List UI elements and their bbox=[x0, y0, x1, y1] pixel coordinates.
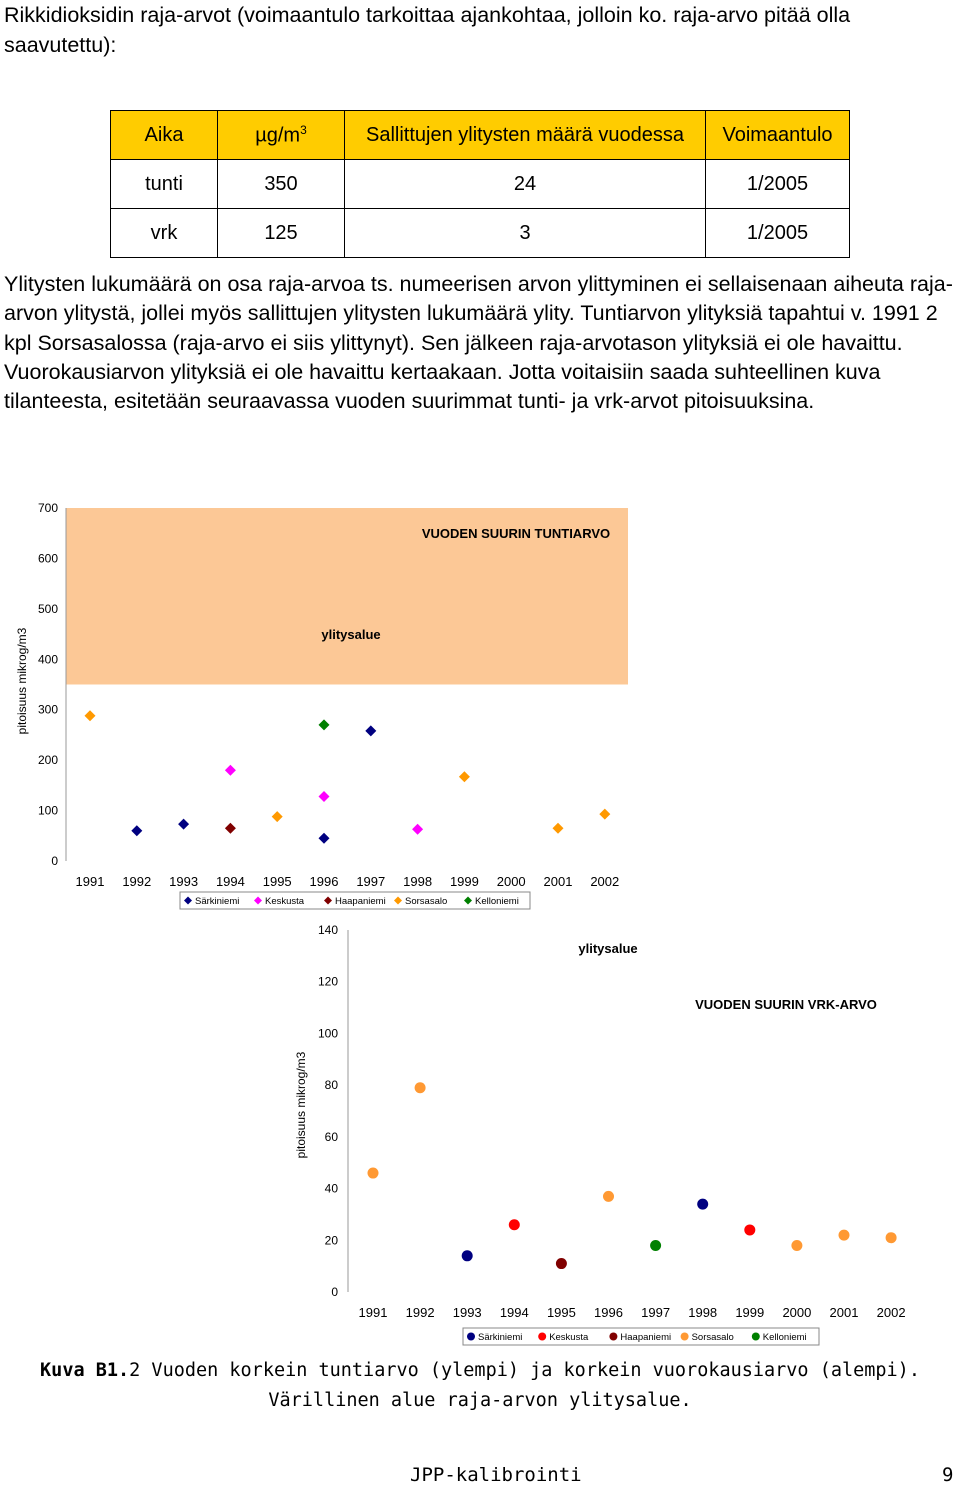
y-tick-label: 140 bbox=[317, 923, 338, 937]
x-tick-label: 2000 bbox=[496, 874, 526, 889]
data-point bbox=[839, 1230, 850, 1241]
footer-title: JPP-kalibrointi bbox=[410, 1464, 582, 1486]
x-tick-label: 1998 bbox=[403, 874, 433, 889]
caption-label-number: 2 bbox=[129, 1360, 141, 1381]
y-tick-label: 400 bbox=[37, 652, 58, 667]
legend-label: Särkiniemi bbox=[195, 896, 240, 907]
legend-marker bbox=[467, 1333, 475, 1341]
x-tick-label: 1996 bbox=[594, 1305, 623, 1320]
daily-max-chart bbox=[0, 915, 960, 1355]
data-point bbox=[319, 833, 330, 844]
y-tick-label: 60 bbox=[324, 1129, 338, 1144]
x-tick-label: 1994 bbox=[499, 1305, 529, 1320]
data-point bbox=[553, 823, 564, 834]
y-tick-label: 200 bbox=[37, 753, 58, 768]
x-tick-label: 2000 bbox=[782, 1305, 812, 1320]
legend-label: Haapaniemi bbox=[620, 1332, 672, 1343]
table-cell: 3 bbox=[345, 209, 706, 258]
x-tick-label: 1999 bbox=[735, 1305, 765, 1320]
x-tick-label: 1996 bbox=[309, 874, 339, 889]
y-tick-label: 500 bbox=[37, 601, 58, 616]
data-point bbox=[791, 1240, 802, 1251]
data-point bbox=[319, 791, 330, 802]
x-tick-label: 1995 bbox=[546, 1305, 576, 1320]
x-tick-label: 1991 bbox=[75, 874, 105, 889]
x-tick-label: 2001 bbox=[543, 874, 573, 889]
legend-label: Särkiniemi bbox=[478, 1332, 523, 1343]
legend-label: Keskusta bbox=[549, 1332, 589, 1343]
data-point bbox=[225, 765, 236, 776]
figure-caption bbox=[0, 1356, 960, 1416]
data-point bbox=[415, 1082, 426, 1093]
x-tick-label: 1997 bbox=[356, 874, 386, 889]
x-tick-label: 2001 bbox=[829, 1305, 859, 1320]
data-point bbox=[225, 823, 236, 834]
data-point bbox=[365, 725, 376, 736]
table-row bbox=[111, 160, 850, 209]
x-tick-label: 1998 bbox=[688, 1305, 718, 1320]
data-point bbox=[272, 811, 283, 822]
header-cell bbox=[218, 111, 345, 160]
x-tick-label: 1992 bbox=[122, 874, 152, 889]
data-point bbox=[131, 825, 142, 836]
data-point bbox=[650, 1240, 661, 1251]
table-cell: 125 bbox=[218, 209, 345, 258]
table-cell: 24 bbox=[345, 160, 706, 209]
x-tick-label: 1994 bbox=[215, 874, 245, 889]
page-number: 9 bbox=[942, 1464, 954, 1486]
data-point bbox=[319, 719, 330, 730]
data-point bbox=[412, 824, 423, 835]
y-tick-label: 100 bbox=[37, 803, 58, 818]
y-tick-label: 0 bbox=[331, 1285, 338, 1299]
table-cell: 350 bbox=[218, 160, 345, 209]
y-tick-label: 120 bbox=[317, 974, 338, 989]
data-point bbox=[85, 710, 96, 721]
unit-text: µg/m bbox=[255, 124, 301, 147]
caption-label: Kuva B1. bbox=[40, 1360, 130, 1381]
exceedance-label: ylitysalue bbox=[578, 941, 638, 956]
table-row bbox=[111, 209, 850, 258]
limits-table bbox=[110, 110, 850, 258]
x-tick-label: 1992 bbox=[405, 1305, 435, 1320]
table-cell: vrk bbox=[111, 209, 218, 258]
legend-label: Sorsasalo bbox=[405, 896, 448, 907]
y-tick-label: 40 bbox=[324, 1181, 338, 1196]
legend-label: Kelloniemi bbox=[762, 1332, 807, 1343]
data-point bbox=[509, 1219, 520, 1230]
y-tick-label: 20 bbox=[324, 1233, 338, 1248]
table-cell: 1/2005 bbox=[706, 160, 850, 209]
data-point bbox=[459, 771, 470, 782]
chart-title: VUODEN SUURIN TUNTIARVO bbox=[421, 526, 611, 541]
body-paragraph: Ylitysten lukumäärä on osa raja-arvoa ts. numeerisen arvon ylittyminen ei sellaisenaan aiheuta raja-arvon ylitystä, jollei myös sallittujen ylitysten lukumäärä ylity. Tuntiarvon ylityksiä tapahtui v. 1991 2 kpl Sorsasalossa (raja-arvo ei siis ylittynyt). Sen jälkeen raja-arvotason ylityksiä ei ole havaittu. Vuorokausiarvon ylityksiä ei ole havaittu kertaakaan. Jotta voitaisiin saada suhteellinen kuva tilanteesta, esitetään seuraavassa vuoden suurimmat tunti- ja vrk-arvot pitoisuuksina. bbox=[4, 272, 953, 414]
data-point bbox=[697, 1199, 708, 1210]
x-tick-label: 2002 bbox=[876, 1305, 906, 1320]
data-point bbox=[462, 1250, 473, 1261]
hourly-max-chart bbox=[0, 495, 960, 915]
y-tick-label: 100 bbox=[317, 1026, 338, 1041]
y-tick-label: 600 bbox=[37, 551, 58, 566]
exceedance-label: ylitysalue bbox=[321, 627, 381, 642]
table-cell: tunti bbox=[111, 160, 218, 209]
x-tick-label: 1993 bbox=[452, 1305, 482, 1320]
x-tick-label: 1999 bbox=[449, 874, 479, 889]
y-axis-label: pitoisuus mikrog/m3 bbox=[15, 627, 29, 735]
legend-label: Sorsasalo bbox=[691, 1332, 734, 1343]
x-tick-label: 1991 bbox=[358, 1305, 388, 1320]
y-tick-label: 300 bbox=[37, 702, 58, 717]
y-tick-label: 0 bbox=[51, 854, 58, 868]
data-point bbox=[599, 809, 610, 820]
x-tick-label: 1997 bbox=[641, 1305, 671, 1320]
data-point bbox=[556, 1258, 567, 1269]
y-axis-label: pitoisuus mikrog/m3 bbox=[294, 1051, 308, 1159]
chart-title: VUODEN SUURIN VRK-ARVO bbox=[695, 997, 877, 1012]
table-header-row bbox=[111, 111, 850, 160]
y-tick-label: 700 bbox=[37, 501, 58, 515]
data-point bbox=[886, 1232, 897, 1243]
header-cell: Voimaantulo bbox=[706, 111, 850, 160]
data-point bbox=[178, 819, 189, 830]
x-tick-label: 1995 bbox=[262, 874, 292, 889]
data-point bbox=[744, 1224, 755, 1235]
y-tick-label: 80 bbox=[324, 1078, 338, 1093]
legend-marker bbox=[609, 1333, 617, 1341]
legend-marker bbox=[681, 1333, 689, 1341]
header-cell: Sallittujen ylitysten määrä vuodessa bbox=[345, 111, 706, 160]
table-cell: 1/2005 bbox=[706, 209, 850, 258]
caption-text: Vuoden korkein tuntiarvo (ylempi) ja korkein vuorokausiarvo (alempi). Värillinen alue raja-arvon ylitysalue. bbox=[140, 1360, 920, 1411]
intro-text: Rikkidioksidin raja-arvot (voimaantulo tarkoittaa ajankohtaa, jolloin ko. raja-arvo pitää olla saavutettu): bbox=[4, 3, 851, 57]
x-tick-label: 1993 bbox=[169, 874, 199, 889]
header-cell: Aika bbox=[111, 111, 218, 160]
legend-marker bbox=[752, 1333, 760, 1341]
legend-marker bbox=[538, 1333, 546, 1341]
data-point bbox=[368, 1168, 379, 1179]
x-tick-label: 2002 bbox=[590, 874, 620, 889]
data-point bbox=[603, 1191, 614, 1202]
unit-superscript: 3 bbox=[300, 122, 307, 137]
legend-label: Kelloniemi bbox=[475, 896, 519, 907]
legend-label: Keskusta bbox=[265, 896, 305, 907]
legend-label: Haapaniemi bbox=[335, 896, 386, 907]
